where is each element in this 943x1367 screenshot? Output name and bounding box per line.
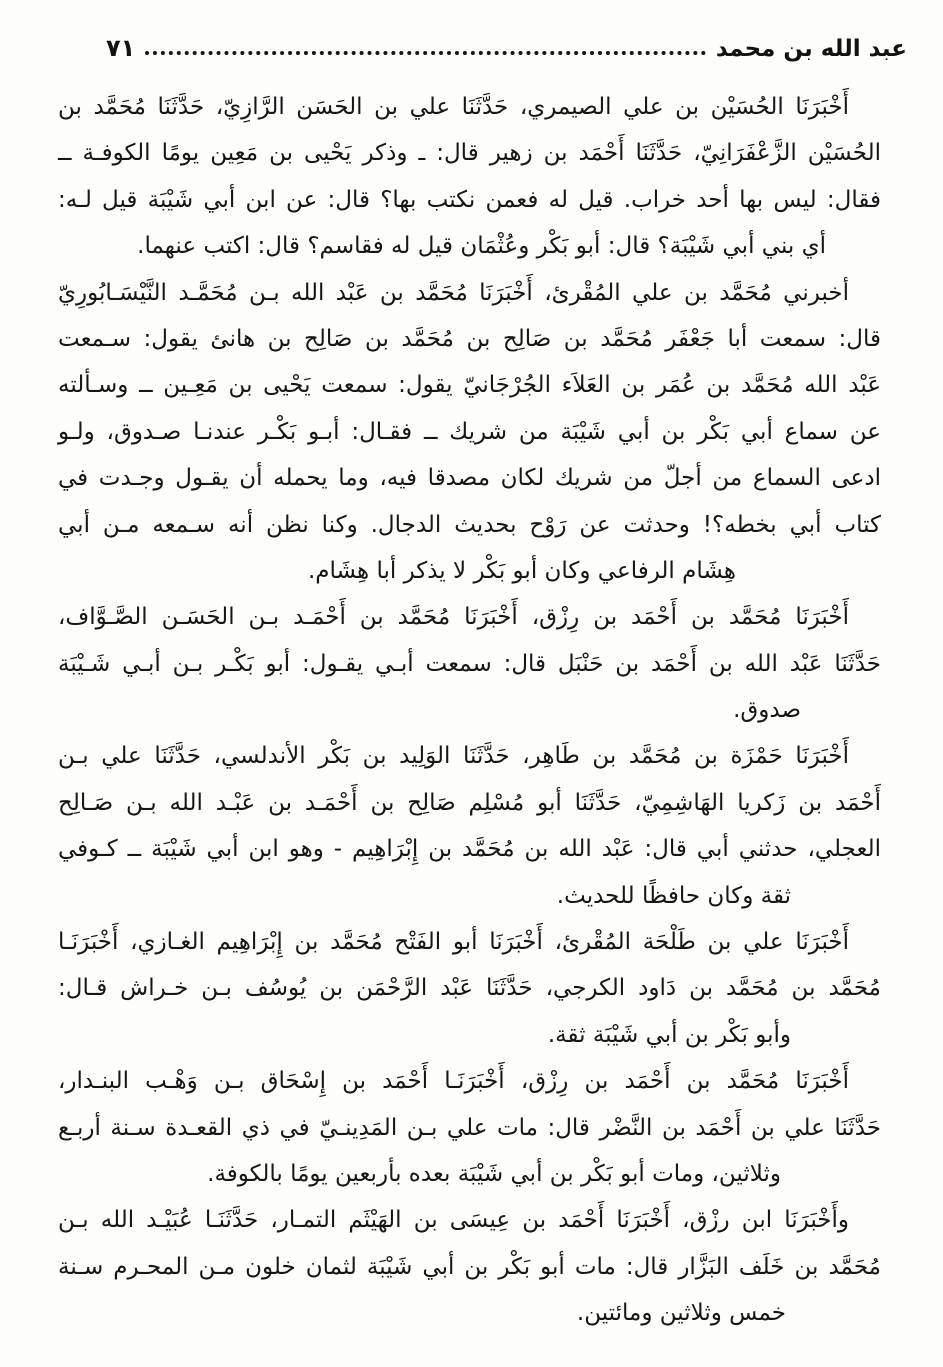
dotted-leader [145, 50, 706, 55]
paragraph [58, 919, 881, 1058]
text-line: قال: سمعت أبا جَعْفَر مُحَمَّد بن صَالِح بن مُحَمَّد بن صَالِح بن هانئ يقول: سـمعت [58, 325, 881, 352]
text-line: العجلي، حدثني أبي قال: عَبْد الله بن مُحَمَّد بن إِبْرَاهِيم - وهو ابن أبي شَيْبَة ــ كـوفي [58, 836, 881, 863]
text-line: حَدَّثَنَا عَبْد الله بن أَحْمَد بن حَنْبَل قال: سمعت أبـي يقـول: أبو بَكْـر بـن أبـي شَـيْبَة [58, 650, 881, 677]
text-line: عَبْد الله مُحَمَّد بن عُمَر بن العَلاَء الجُرْجَانيّ يقول: سمعت يَحْيى بن مَعِـين ــ وسـألته [58, 372, 881, 399]
text-line: عن سماع أبي بَكْر بن أبي شَيْبَة من شريك ــ فقـال: أبـو بَكْـر عندنـا صـدوق، ولـو [58, 418, 881, 445]
body-text [58, 84, 881, 1337]
chapter-title: عبد الله بن محمد [715, 36, 907, 62]
text-line: فقال: ليس بها أحد خراب. قيل له فعمن نكتب بها؟ قال: عن ابن أبي شَيْبَة قيل لـه: [58, 186, 881, 213]
text-line: ثقة وكان حافظًا للحديث. [556, 882, 791, 909]
text-line: ادعى السماع من أجلّ من شريك لكان مصدقا فيه، وما يحمله أن يقـول وجـدت في [58, 465, 881, 492]
text-line: حَدَّثَنَا علي بن أَحْمَد بن النَّضْر قال: مات علي بـن المَدِينـيّ في ذي القعـدة سـنة أربـع [58, 1114, 881, 1141]
text-line: وثلاثين، ومات أبو بَكْر بن أبي شَيْبَة بعده بأربعين يومًا بالكوفة. [207, 1160, 781, 1187]
text-line: أخبرني مُحَمَّد بن علي المُقْرئ، أَخْبَرَنَا مُحَمَّد بن عَبْد الله بـن مُحَمَّـد النَّيْسَـابُورِيّ [58, 279, 849, 306]
text-line: صدوق. [733, 697, 801, 724]
text-line: الحُسَيْن الزَّعْفَرَانِيّ، حَدَّثَنَا أَحْمَد بن زهير قال: ـ وذكر يَحْيى بن مَعِين يومًا الكوفـة ــ [58, 140, 881, 167]
paragraph [58, 84, 881, 270]
text-line: أَخْبَرَنَا الحُسَيْن بن علي الصيمري، حَدَّثَنَا علي بن الحَسَن الرَّازِيّ، حَدَّثَنَا مُحَمَّد بن [58, 94, 849, 120]
paragraph [58, 270, 881, 595]
paragraph [58, 1197, 881, 1336]
page-header [106, 28, 907, 62]
paragraph [58, 733, 881, 919]
text-line: أَخْبَرَنَا مُحَمَّد بن أَحْمَد بن رِزْق، أَخْبَرَنَا مُحَمَّد بن أَحْمَـد بـن الحَسَـن الصَّـوَّاف، [58, 604, 849, 631]
text-line: أَخْبَرَنَا مُحَمَّد بن أَحْمَد بن رِزْق، أَخْبَرَنَـا أَحْمَد بن إِسْحَاق بـن وَهْـب البنـدار، [58, 1068, 849, 1095]
text-line: وأبو بَكْر بن أبي شَيْبَة ثقة. [547, 1021, 791, 1048]
text-line: مُحَمَّد بن مُحَمَّد بن دَاود الكرجي، حَدَّثَنَا عَبْد الرَّحْمَن بن يُوسُف بـن خـراش قـال: [58, 975, 881, 1002]
page-number: ٧١ [106, 34, 136, 62]
text-line: وأَخْبَرَنَا ابن رزْق، أَخْبَرَنَا أَحْمَد بن عِيسَى بن الهَيْثَم التمـار، حَدَّثَنَـا عُبَيْـد الله بـن [58, 1207, 849, 1234]
paragraph [58, 594, 881, 733]
paragraph [58, 1058, 881, 1197]
text-line: أَخْبَرَنَا علي بن طَلْحَة المُقْرئ، أَخْبَرَنَا أبو الفَتْح مُحَمَّد بن إِبْرَاهِيم الغـازي، أَخْبَرَنَـا [58, 929, 849, 956]
text-line: مُحَمَّد بن خَلَف البَزَّار قال: مات أبو بَكْر بن أبي شَيْبَة لثمان خلون مـن المحـرم سـنة [58, 1253, 881, 1280]
text-line: أَخْبَرَنَا حَمْزَة بن مُحَمَّد بن طَاهِر، حَدَّثَنَا الوَلِيد بن بَكْر الأندلسي، حَدَّثَنَا علي بـن [58, 743, 849, 770]
text-line: أي بني أبي شَيْبَة؟ قال: أبو بَكْر وعُثْمَان قيل له فقاسم؟ قال: اكتب عنهما. [137, 233, 826, 260]
text-line: كتاب أبي بخطه؟! وحدثت عن رَوْح بحديث الدجال. وكنا نظن أنه سـمعه مـن أبي [58, 511, 881, 538]
text-line: هِشَام الرفاعي وكان أبو بَكْر لا يذكر أبا هِشَام. [307, 557, 736, 584]
text-line: أَحْمَد بن زَكريا الهَاشِمِيّ، حَدَّثَنَا أبو مُسْلِم صَالِح بن أَحْمَـد بن عَبْـد الله بـن صَـالِح [58, 789, 881, 816]
text-line: خمس وثلاثين ومائتين. [576, 1300, 786, 1327]
